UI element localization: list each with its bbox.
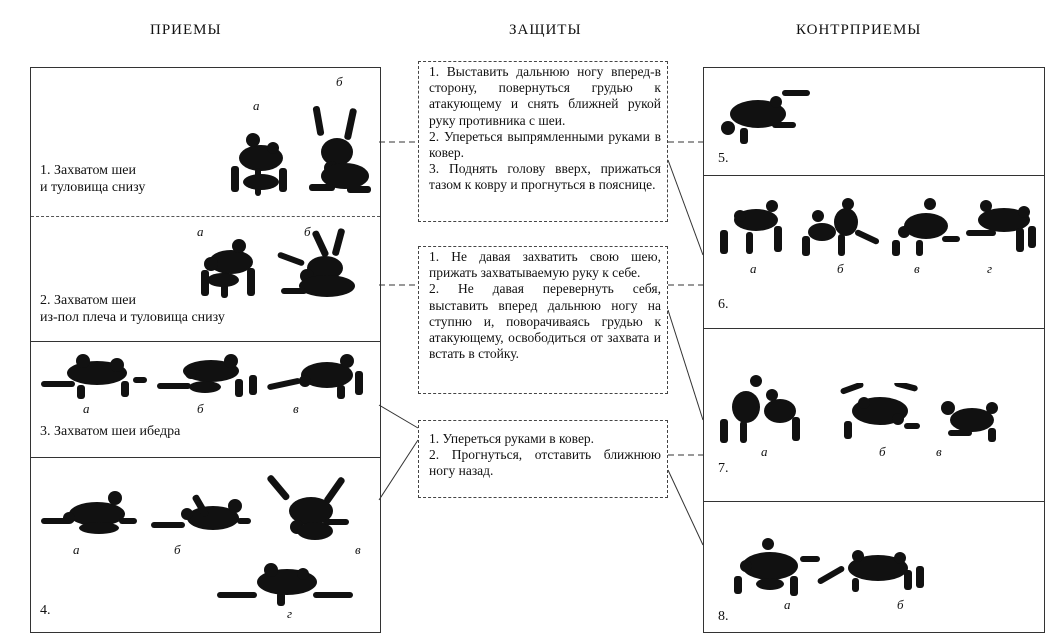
wrestler-figure-2a: [189, 238, 269, 300]
counter-6-caption: 6.: [718, 297, 729, 312]
divider: [31, 216, 380, 217]
figure-label: в: [914, 261, 920, 276]
figure-label: а: [197, 224, 204, 239]
divider: [31, 341, 380, 342]
figure-label: в: [936, 444, 942, 459]
counter-7-caption: 7.: [718, 461, 729, 476]
figure-label: б: [304, 224, 311, 239]
connector-4-defense: [379, 440, 418, 500]
wrestler-figure-3c: [267, 351, 369, 401]
figure-label: б: [897, 597, 904, 612]
wrestler-figure-1b: [307, 106, 373, 200]
wrestler-figure-2b: [277, 228, 361, 304]
figure-label: б: [879, 444, 886, 459]
figure-label: а: [784, 597, 791, 612]
figure-label: б: [336, 74, 343, 89]
wrestler-figure-4c: [261, 473, 357, 545]
figure-label: г: [987, 261, 993, 276]
figure-label: г: [287, 606, 293, 621]
wrestler-figure-7c: [934, 398, 1010, 444]
counters-panel: [703, 67, 1045, 633]
figure-label: а: [761, 444, 768, 459]
technique-1-caption: 1. Захватом шеи и туловища снизу: [40, 163, 146, 195]
defense-box-1: [418, 61, 668, 222]
technique-3-caption: 3. Захватом шеи ибедра: [40, 424, 181, 439]
connector-defense1-6: [668, 160, 703, 255]
wrestler-figure-4d: [217, 556, 357, 608]
divider: [704, 175, 1044, 176]
counter-8-caption: 8.: [718, 609, 729, 624]
defense-1-line: 2. Упереться выпрямленными руками в ковер.: [429, 128, 661, 161]
figure-label: а: [750, 261, 757, 276]
wrestler-figure-6b: [798, 196, 884, 258]
figure-label: б: [837, 261, 844, 276]
connector-defense3-8: [668, 470, 703, 545]
figure-label: а: [83, 401, 90, 416]
header-defenses: ЗАЩИТЫ: [509, 22, 582, 38]
defense-box-3: [418, 420, 668, 498]
divider: [31, 457, 380, 458]
divider: [704, 501, 1044, 502]
defense-3-line: 2. Прогнуться, отставить ближнюю ногу назад.: [429, 447, 661, 479]
defense-3-line: 1. Упереться руками в ковер.: [429, 431, 595, 446]
divider: [704, 328, 1044, 329]
wrestler-figure-6c: [890, 196, 962, 258]
defense-2-line: 2. Не давая перевернуть себя, выставить вперед дальнюю ногу на ступню и, поворачиваясь грудью к атакующему, освободиться от захвата и встать в стойку.: [429, 281, 661, 362]
technique-4-caption: 4.: [40, 603, 51, 618]
technique-2-caption: 2. Захватом шеи из-пол плеча и туловища снизу: [40, 293, 225, 325]
wrestler-figure-3b: [155, 351, 259, 401]
connector-3-defense: [379, 405, 418, 428]
defense-box-2: [418, 246, 668, 394]
figure-label: б: [174, 542, 181, 557]
defense-1-line: 3. Поднять голову вверх, прижаться тазом к ковру и прогнуться в пояснице.: [429, 161, 661, 193]
header-counters: КОНТРПРИЕМЫ: [796, 22, 922, 38]
connector-defense2-7: [668, 310, 703, 420]
wrestler-figure-7a: [716, 373, 810, 445]
figure-label: б: [197, 401, 204, 416]
figure-label: а: [73, 542, 80, 557]
figure-label: в: [355, 542, 361, 557]
header-techniques: ПРИЕМЫ: [150, 22, 222, 38]
wrestler-figure-8a: [730, 536, 822, 598]
counter-5-caption: 5.: [718, 151, 729, 166]
figure-label: в: [293, 401, 299, 416]
figure-label: а: [253, 98, 260, 113]
wrestler-figure-3a: [37, 351, 149, 401]
defense-2-line: 1. Не давая захватить свою шею, прижать захватываемую руку к себе.: [429, 249, 661, 281]
wrestler-figure-8b: [816, 542, 932, 594]
wrestler-figure-7b: [834, 383, 926, 441]
wrestler-figure-6a: [716, 196, 792, 258]
techniques-panel: [30, 67, 381, 633]
wrestler-figure-4a: [39, 488, 141, 540]
wrestler-figure-6d: [966, 196, 1040, 258]
wrestler-figure-1a: [221, 128, 301, 200]
wrestler-figure-5: [712, 82, 812, 148]
defense-1-line: 1. Выставить дальнюю ногу вперед-в сторону, повернуться грудью к атакующему и снять ближней рукой руку противника с шеи.: [429, 64, 661, 128]
wrestler-figure-4b: [147, 488, 255, 540]
